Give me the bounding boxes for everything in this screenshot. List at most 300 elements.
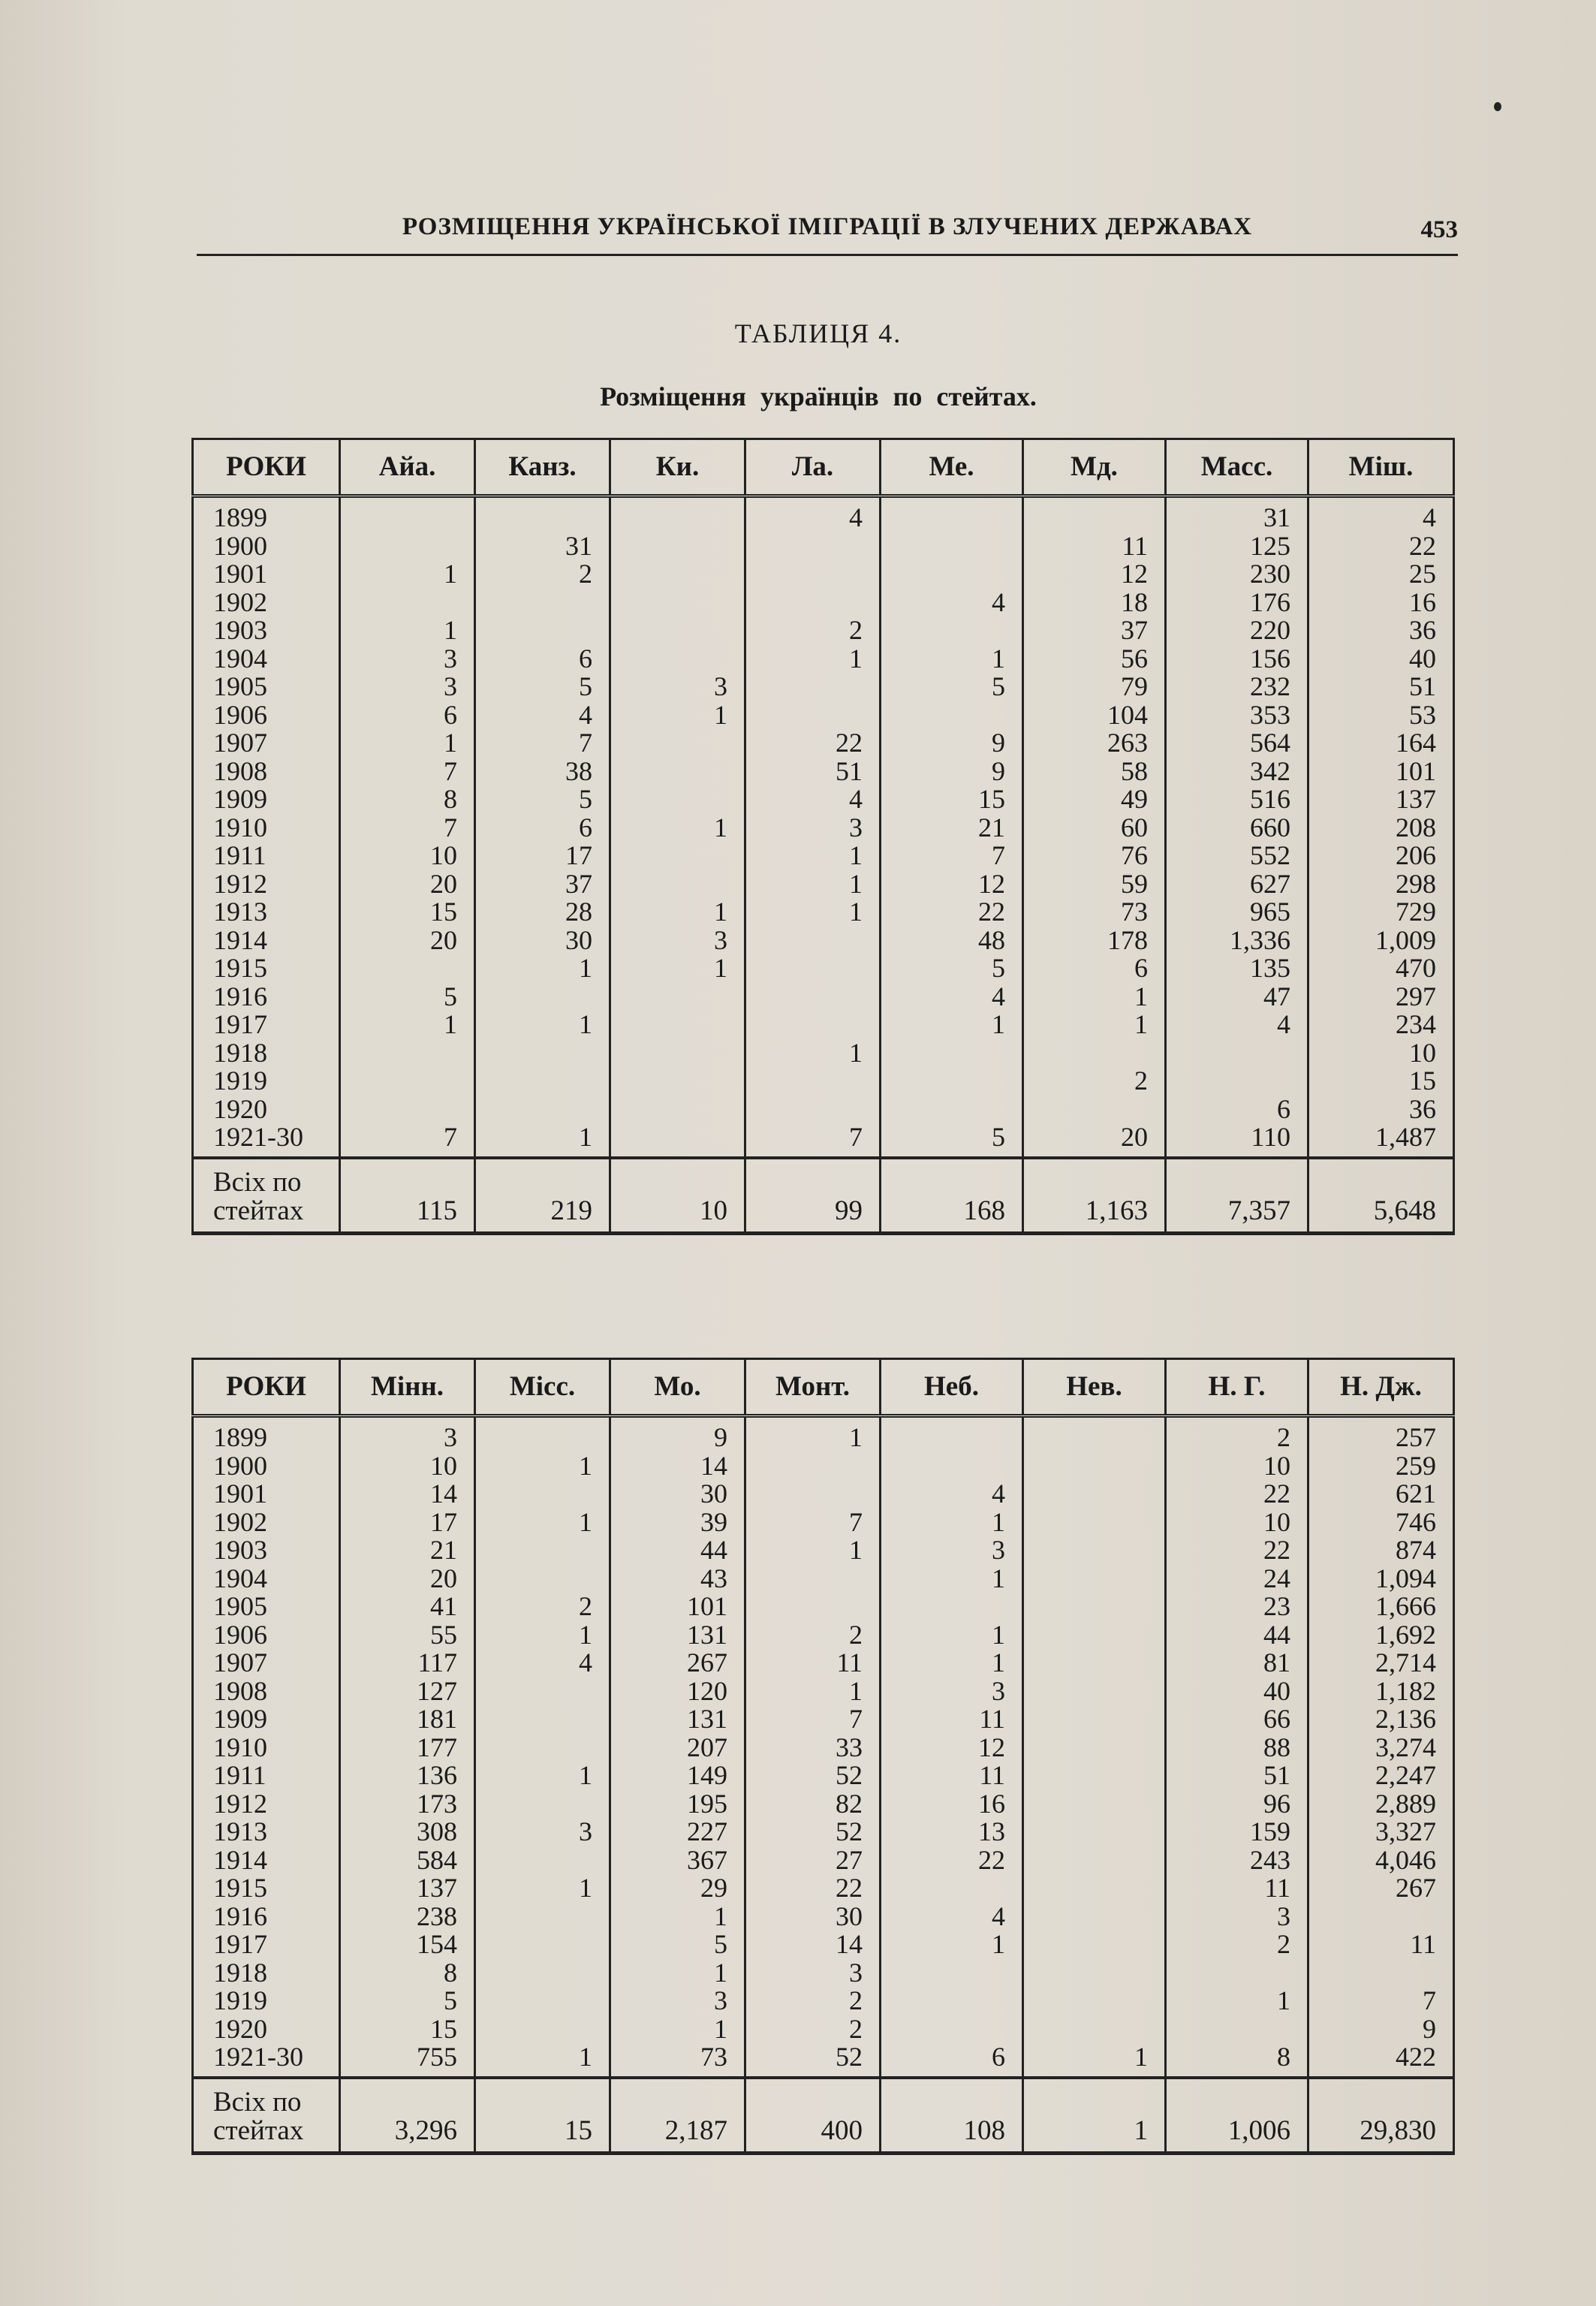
value-cell <box>881 532 1023 561</box>
value-cell <box>475 1705 610 1734</box>
year-cell: 1908 <box>193 1678 340 1706</box>
value-cell: 31 <box>1166 496 1308 532</box>
value-cell <box>475 589 610 617</box>
total-cell: 99 <box>745 1158 881 1234</box>
table-row <box>193 1621 1454 1650</box>
year-cell: 1910 <box>193 814 340 843</box>
table-subtitle: Розміщення українців по стейтах. <box>600 381 1037 411</box>
value-cell: 22 <box>1308 532 1454 561</box>
value-cell <box>475 1790 610 1819</box>
value-cell: 79 <box>1023 673 1166 701</box>
value-cell: 259 <box>1308 1452 1454 1481</box>
value-cell: 263 <box>1023 729 1166 758</box>
value-cell: 729 <box>1308 898 1454 927</box>
value-cell: 2 <box>745 2015 881 2044</box>
value-cell: 125 <box>1166 532 1308 561</box>
value-cell: 6 <box>340 701 475 730</box>
value-cell <box>1023 1416 1166 1452</box>
value-cell: 13 <box>881 1818 1023 1846</box>
value-cell: 7 <box>475 729 610 758</box>
value-cell <box>881 1593 1023 1621</box>
value-cell <box>1023 1536 1166 1565</box>
value-cell <box>1023 1931 1166 1959</box>
value-cell: 20 <box>340 870 475 899</box>
year-cell: 1899 <box>193 1416 340 1452</box>
value-cell: 11 <box>1023 532 1166 561</box>
value-cell <box>881 560 1023 589</box>
year-cell: 1920 <box>193 1096 340 1124</box>
value-cell <box>475 1536 610 1565</box>
value-cell <box>881 701 1023 730</box>
value-cell <box>475 2015 610 2044</box>
value-cell <box>1308 1959 1454 1988</box>
value-cell: 101 <box>1308 758 1454 786</box>
value-cell: 173 <box>340 1790 475 1819</box>
year-cell: 1908 <box>193 758 340 786</box>
year-cell: 1912 <box>193 1790 340 1819</box>
year-cell: 1921-30 <box>193 1123 340 1158</box>
value-cell <box>745 1011 881 1039</box>
value-cell: 8 <box>340 1959 475 1988</box>
table-row <box>193 1931 1454 1959</box>
value-cell: 267 <box>1308 1874 1454 1903</box>
table-row <box>193 842 1454 870</box>
table-row <box>193 1874 1454 1903</box>
total-cell: 29,830 <box>1308 2078 1454 2154</box>
table-row <box>193 1987 1454 2015</box>
year-cell: 1911 <box>193 1762 340 1790</box>
column-header: Мд. <box>1023 439 1166 496</box>
value-cell: 5 <box>881 954 1023 983</box>
value-cell: 874 <box>1308 1536 1454 1565</box>
value-cell: 1 <box>475 1621 610 1650</box>
value-cell: 238 <box>340 1903 475 1931</box>
value-cell <box>1023 1903 1166 1931</box>
value-cell: 12 <box>1023 560 1166 589</box>
value-cell: 232 <box>1166 673 1308 701</box>
value-cell <box>745 1593 881 1621</box>
value-cell: 47 <box>1166 983 1308 1011</box>
value-cell <box>1023 1649 1166 1678</box>
value-cell: 627 <box>1166 870 1308 899</box>
value-cell: 73 <box>1023 898 1166 927</box>
table-row <box>193 1959 1454 1988</box>
value-cell <box>1023 496 1166 532</box>
value-cell: 3 <box>475 1818 610 1846</box>
total-cell: 5,648 <box>1308 1158 1454 1234</box>
value-cell <box>1023 1987 1166 2015</box>
table-row <box>193 1705 1454 1734</box>
value-cell <box>1023 1846 1166 1875</box>
year-cell: 1903 <box>193 616 340 645</box>
value-cell: 965 <box>1166 898 1308 927</box>
value-cell <box>610 842 745 870</box>
value-cell: 3 <box>881 1536 1023 1565</box>
value-cell: 3 <box>745 1959 881 1988</box>
value-cell: 1 <box>745 1039 881 1068</box>
table-row <box>193 589 1454 617</box>
value-cell: 10 <box>1166 1509 1308 1537</box>
total-label-cell <box>193 1158 340 1234</box>
value-cell <box>610 1096 745 1124</box>
value-cell: 23 <box>1166 1593 1308 1621</box>
value-cell <box>475 1096 610 1124</box>
value-cell: 3 <box>340 1416 475 1452</box>
value-cell: 9 <box>881 758 1023 786</box>
column-header: Н. Дж. <box>1308 1359 1454 1416</box>
value-cell <box>745 1096 881 1124</box>
ink-speck <box>1494 102 1501 111</box>
year-cell: 1909 <box>193 785 340 814</box>
value-cell <box>475 1846 610 1875</box>
value-cell <box>881 1416 1023 1452</box>
table-row <box>193 1096 1454 1124</box>
value-cell: 12 <box>881 1734 1023 1762</box>
value-cell: 2 <box>745 1987 881 2015</box>
value-cell: 4 <box>881 983 1023 1011</box>
value-cell: 15 <box>881 785 1023 814</box>
year-cell: 1906 <box>193 701 340 730</box>
value-cell: 14 <box>610 1452 745 1481</box>
value-cell: 159 <box>1166 1818 1308 1846</box>
value-cell: 422 <box>1308 2043 1454 2078</box>
value-cell: 6 <box>475 814 610 843</box>
value-cell: 21 <box>881 814 1023 843</box>
value-cell: 101 <box>610 1593 745 1621</box>
value-cell: 11 <box>881 1705 1023 1734</box>
value-cell: 1 <box>1023 983 1166 1011</box>
value-cell <box>881 1096 1023 1124</box>
value-cell: 1 <box>745 870 881 899</box>
value-cell: 56 <box>1023 645 1166 674</box>
value-cell: 176 <box>1166 589 1308 617</box>
value-cell: 367 <box>610 1846 745 1875</box>
table-row <box>193 616 1454 645</box>
value-cell: 3 <box>610 927 745 955</box>
value-cell <box>881 1959 1023 1988</box>
value-cell: 17 <box>340 1509 475 1537</box>
table-row <box>193 729 1454 758</box>
value-cell: 38 <box>475 758 610 786</box>
value-cell: 1 <box>610 2015 745 2044</box>
value-cell: 10 <box>340 1452 475 1481</box>
value-cell <box>610 645 745 674</box>
value-cell: 5 <box>881 1123 1023 1158</box>
table-row <box>193 1818 1454 1846</box>
table-row <box>193 532 1454 561</box>
value-cell <box>610 616 745 645</box>
states-table-1 <box>191 438 1455 1235</box>
value-cell: 28 <box>475 898 610 927</box>
value-cell <box>1166 1067 1308 1096</box>
value-cell <box>745 1067 881 1096</box>
value-cell <box>1166 2015 1308 2044</box>
value-cell <box>881 2015 1023 2044</box>
column-header: Айа. <box>340 439 475 496</box>
value-cell: 1,094 <box>1308 1565 1454 1593</box>
value-cell <box>1166 1959 1308 1988</box>
total-cell: 168 <box>881 1158 1023 1234</box>
table-row <box>193 1011 1454 1039</box>
value-cell <box>745 589 881 617</box>
value-cell: 4 <box>1308 496 1454 532</box>
value-cell: 82 <box>745 1790 881 1819</box>
column-header: Ла. <box>745 439 881 496</box>
value-cell: 1 <box>610 701 745 730</box>
total-row <box>193 2078 1454 2154</box>
value-cell: 1 <box>745 645 881 674</box>
value-cell <box>745 701 881 730</box>
page-number: 453 <box>1420 216 1458 243</box>
total-label-cell <box>193 2078 340 2154</box>
table-row <box>193 645 1454 674</box>
value-cell <box>610 983 745 1011</box>
year-cell: 1917 <box>193 1011 340 1039</box>
table-row <box>193 701 1454 730</box>
value-cell: 7 <box>340 814 475 843</box>
value-cell <box>1023 1039 1166 1068</box>
value-cell <box>610 729 745 758</box>
total-cell: 1 <box>1023 2078 1166 2154</box>
value-cell: 1,009 <box>1308 927 1454 955</box>
value-cell: 4,046 <box>1308 1846 1454 1875</box>
value-cell: 3 <box>610 1987 745 2015</box>
value-cell: 1 <box>475 2043 610 2078</box>
value-cell: 136 <box>340 1762 475 1790</box>
value-cell: 5 <box>340 983 475 1011</box>
table-row <box>193 1123 1454 1158</box>
value-cell: 4 <box>475 701 610 730</box>
value-cell: 37 <box>1023 616 1166 645</box>
value-cell <box>610 1067 745 1096</box>
value-cell: 177 <box>340 1734 475 1762</box>
value-cell: 257 <box>1308 1416 1454 1452</box>
value-cell: 17 <box>475 842 610 870</box>
value-cell <box>475 1039 610 1068</box>
table-row <box>193 785 1454 814</box>
year-cell: 1900 <box>193 532 340 561</box>
header-row <box>193 439 1454 496</box>
value-cell <box>745 1480 881 1509</box>
value-cell <box>745 560 881 589</box>
value-cell: 6 <box>881 2043 1023 2078</box>
value-cell: 3 <box>340 645 475 674</box>
year-cell: 1902 <box>193 1509 340 1537</box>
value-cell: 39 <box>610 1509 745 1537</box>
value-cell: 81 <box>1166 1649 1308 1678</box>
value-cell <box>1308 1903 1454 1931</box>
value-cell <box>745 1452 881 1481</box>
value-cell <box>1023 1818 1166 1846</box>
total-cell: 1,163 <box>1023 1158 1166 1234</box>
value-cell: 3 <box>610 673 745 701</box>
value-cell: 1 <box>745 898 881 927</box>
value-cell: 1,336 <box>1166 927 1308 955</box>
value-cell: 15 <box>1308 1067 1454 1096</box>
value-cell: 1 <box>610 898 745 927</box>
value-cell: 43 <box>610 1565 745 1593</box>
value-cell: 21 <box>340 1536 475 1565</box>
value-cell <box>340 589 475 617</box>
value-cell: 7 <box>340 1123 475 1158</box>
table-row <box>193 1480 1454 1509</box>
value-cell: 1 <box>1023 2043 1166 2078</box>
column-header: Ки. <box>610 439 745 496</box>
value-cell: 1 <box>881 1011 1023 1039</box>
value-cell <box>1023 2015 1166 2044</box>
column-header-years: РОКИ <box>193 1359 340 1416</box>
year-cell: 1916 <box>193 1903 340 1931</box>
year-cell: 1900 <box>193 1452 340 1481</box>
value-cell: 8 <box>340 785 475 814</box>
value-cell: 1 <box>745 1536 881 1565</box>
value-cell: 1 <box>475 1874 610 1903</box>
column-header-years: РОКИ <box>193 439 340 496</box>
value-cell: 195 <box>610 1790 745 1819</box>
value-cell: 1 <box>881 1565 1023 1593</box>
value-cell <box>340 1096 475 1124</box>
year-cell: 1919 <box>193 1987 340 2015</box>
table-row <box>193 954 1454 983</box>
value-cell: 2,889 <box>1308 1790 1454 1819</box>
value-cell <box>745 1565 881 1593</box>
column-header: Н. Г. <box>1166 1359 1308 1416</box>
table-row <box>193 1734 1454 1762</box>
total-label-line-2: стейтах <box>213 1195 304 1226</box>
value-cell: 3 <box>745 814 881 843</box>
value-cell: 11 <box>745 1649 881 1678</box>
value-cell: 5 <box>340 1987 475 2015</box>
value-cell: 1 <box>1023 1011 1166 1039</box>
value-cell: 1 <box>881 1509 1023 1537</box>
value-cell: 110 <box>1166 1123 1308 1158</box>
value-cell: 1 <box>475 1509 610 1537</box>
value-cell: 1 <box>610 814 745 843</box>
table-row <box>193 898 1454 927</box>
value-cell <box>340 954 475 983</box>
value-cell <box>1023 1705 1166 1734</box>
value-cell <box>610 870 745 899</box>
value-cell: 3,274 <box>1308 1734 1454 1762</box>
column-header: Міш. <box>1308 439 1454 496</box>
value-cell: 1,487 <box>1308 1123 1454 1158</box>
year-cell: 1905 <box>193 673 340 701</box>
running-title: РОЗМІЩЕННЯ УКРАЇНСЬКОЇ ІМІГРАЦІЇ В ЗЛУЧЕНИХ ДЕРЖАВАХ <box>402 213 1253 240</box>
year-cell: 1915 <box>193 1874 340 1903</box>
value-cell: 7 <box>340 758 475 786</box>
value-cell: 1 <box>1166 1987 1308 2015</box>
total-label-line-2: стейтах <box>213 2115 304 2146</box>
value-cell: 51 <box>745 758 881 786</box>
value-cell: 7 <box>745 1123 881 1158</box>
value-cell <box>610 1011 745 1039</box>
year-cell: 1907 <box>193 1649 340 1678</box>
value-cell: 552 <box>1166 842 1308 870</box>
table-row <box>193 983 1454 1011</box>
value-cell: 15 <box>340 2015 475 2044</box>
value-cell: 2 <box>475 560 610 589</box>
year-cell: 1911 <box>193 842 340 870</box>
value-cell: 149 <box>610 1762 745 1790</box>
value-cell: 131 <box>610 1621 745 1650</box>
table-row <box>193 1452 1454 1481</box>
value-cell <box>475 1903 610 1931</box>
table-row <box>193 1762 1454 1790</box>
value-cell: 16 <box>1308 589 1454 617</box>
year-cell: 1914 <box>193 927 340 955</box>
value-cell: 660 <box>1166 814 1308 843</box>
value-cell: 137 <box>1308 785 1454 814</box>
table-row <box>193 1903 1454 1931</box>
value-cell: 73 <box>610 2043 745 2078</box>
value-cell: 3 <box>881 1678 1023 1706</box>
value-cell <box>610 1123 745 1158</box>
value-cell: 2,136 <box>1308 1705 1454 1734</box>
value-cell: 40 <box>1166 1678 1308 1706</box>
year-cell: 1914 <box>193 1846 340 1875</box>
value-cell <box>475 1067 610 1096</box>
value-cell: 48 <box>881 927 1023 955</box>
year-cell: 1918 <box>193 1039 340 1068</box>
value-cell: 33 <box>745 1734 881 1762</box>
total-cell: 15 <box>475 2078 610 2154</box>
value-cell <box>1023 1480 1166 1509</box>
value-cell: 2 <box>475 1593 610 1621</box>
table-row <box>193 2043 1454 2078</box>
value-cell: 9 <box>610 1416 745 1452</box>
year-cell: 1902 <box>193 589 340 617</box>
year-cell: 1909 <box>193 1705 340 1734</box>
value-cell: 66 <box>1166 1705 1308 1734</box>
table-row <box>193 1678 1454 1706</box>
value-cell <box>475 1987 610 2015</box>
value-cell: 1 <box>745 842 881 870</box>
value-cell <box>1023 1593 1166 1621</box>
value-cell: 1 <box>745 1678 881 1706</box>
value-cell: 7 <box>745 1509 881 1537</box>
value-cell: 470 <box>1308 954 1454 983</box>
value-cell <box>610 758 745 786</box>
value-cell <box>475 496 610 532</box>
table-row <box>193 1067 1454 1096</box>
value-cell: 27 <box>745 1846 881 1875</box>
value-cell: 76 <box>1023 842 1166 870</box>
value-cell: 621 <box>1308 1480 1454 1509</box>
value-cell: 208 <box>1308 814 1454 843</box>
table-row <box>193 758 1454 786</box>
value-cell <box>881 616 1023 645</box>
value-cell: 5 <box>475 673 610 701</box>
value-cell: 22 <box>745 1874 881 1903</box>
value-cell: 584 <box>340 1846 475 1875</box>
value-cell: 20 <box>340 927 475 955</box>
value-cell: 3 <box>340 673 475 701</box>
year-cell: 1904 <box>193 1565 340 1593</box>
column-header: Масс. <box>1166 439 1308 496</box>
value-cell: 207 <box>610 1734 745 1762</box>
value-cell: 52 <box>745 2043 881 2078</box>
running-head <box>197 209 1458 256</box>
value-cell <box>881 496 1023 532</box>
value-cell: 1 <box>475 1452 610 1481</box>
value-cell: 342 <box>1166 758 1308 786</box>
value-cell: 20 <box>340 1565 475 1593</box>
value-cell <box>745 954 881 983</box>
value-cell <box>610 1039 745 1068</box>
value-cell: 1 <box>881 1649 1023 1678</box>
value-cell: 2,714 <box>1308 1649 1454 1678</box>
value-cell: 135 <box>1166 954 1308 983</box>
